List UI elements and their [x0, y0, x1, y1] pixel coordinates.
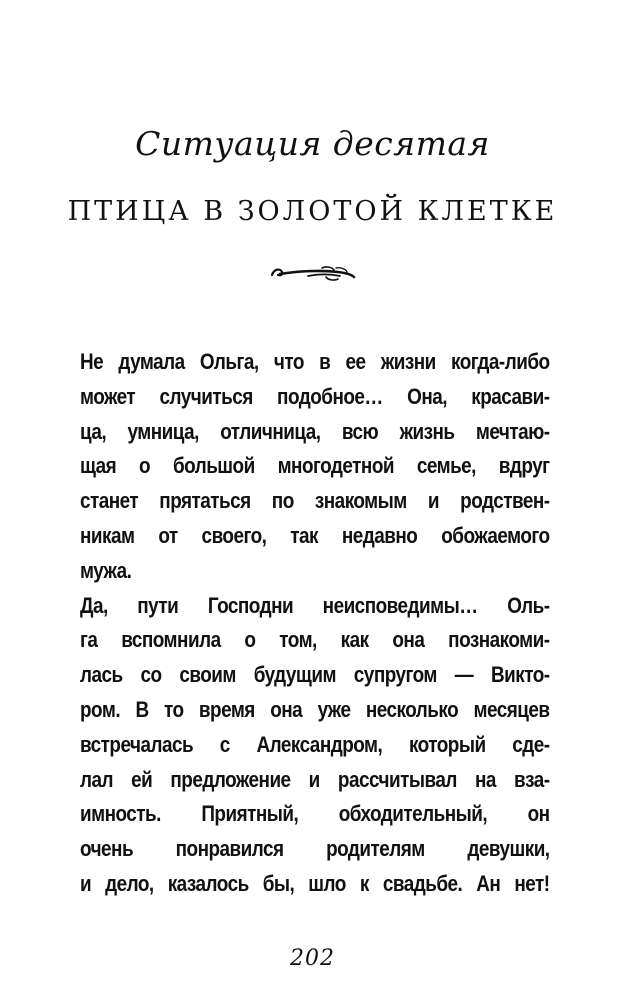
text-line: очень понравился родителям девушки, [80, 836, 550, 862]
chapter-subtitle: Ситуация десятая [135, 124, 490, 163]
text-line: и дело, казалось бы, шло к свадьбе. Ан нет! [80, 870, 550, 896]
text-line: встречалась с Александром, который сде- [80, 731, 550, 757]
text-line: щая о большой многодетной семье, вдруг [80, 453, 550, 479]
text-line: лал ей предложение и рассчитывал на вза- [80, 766, 550, 792]
text-line: ром. В то время она уже несколько месяцев [80, 696, 550, 722]
text-line: станет прятаться по знакомым и родствен- [80, 488, 550, 514]
text-line: имность. Приятный, обходительный, он [80, 801, 550, 827]
text-line: Да, пути Господни неисповедимы… Оль- [80, 592, 550, 618]
chapter-title: ПТИЦА В ЗОЛОТОЙ КЛЕТКЕ [67, 196, 558, 227]
text-line: может случиться подобное… Она, красави- [80, 383, 550, 409]
flourish-ornament-icon [268, 262, 358, 284]
text-line: никам от своего, так недавно обожаемого [80, 522, 550, 548]
text-line: мужа. [80, 557, 132, 583]
page-number: 202 [290, 946, 335, 971]
text-line: Не думала Ольга, что в ее жизни когда-либо [80, 349, 550, 374]
text-line: ца, умница, отличница, всю жизнь мечтаю- [80, 418, 550, 444]
text-line: га вспомнила о том, как она познакоми- [80, 627, 550, 653]
text-line: лась со своим будущим супругом — Викто- [80, 662, 550, 688]
body-text [80, 345, 550, 902]
